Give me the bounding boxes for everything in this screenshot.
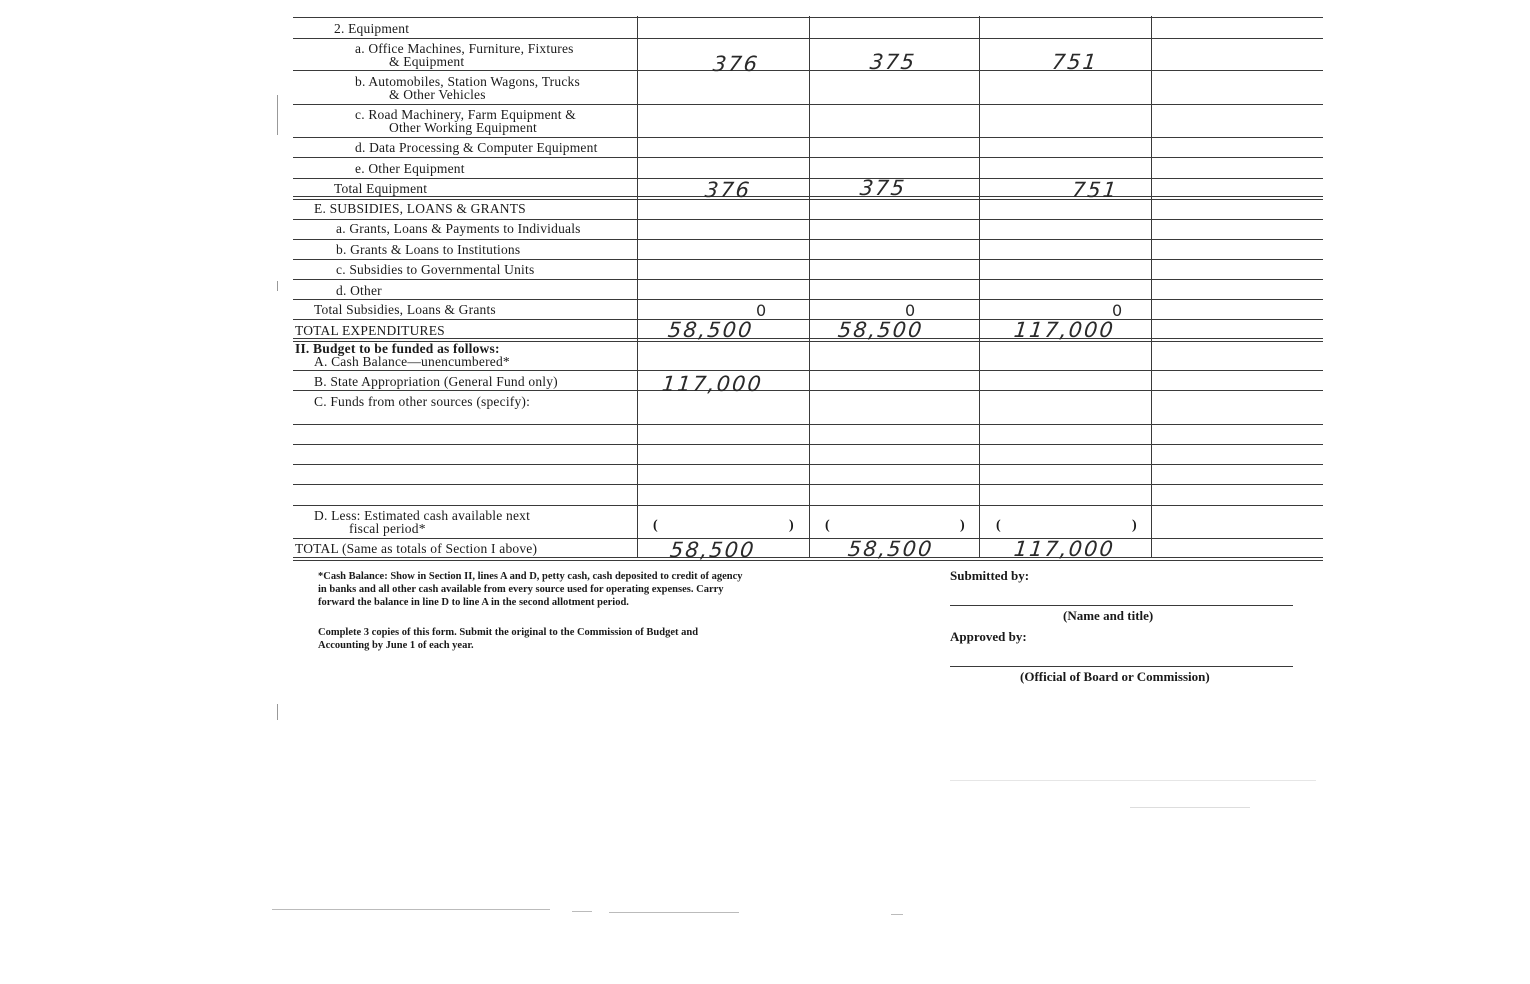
paren-open-col3: ( [996,518,1001,533]
value-total-equipment-col3: 751 [1070,178,1120,202]
row-rule [293,444,1323,445]
row-rule [293,484,1323,485]
column-rule [637,16,638,558]
submitted-by-label: Submitted by: [950,568,1030,583]
paren-close-col3: ) [1132,518,1137,533]
column-rule [1151,16,1152,558]
row-label-road-machinery-cont: Other Working Equipment [389,120,537,135]
row-label-other-equipment: e. Other Equipment [355,161,465,176]
row-rule [293,319,1323,320]
value-total-expenditures-col2: 58,500 [836,318,925,342]
column-rule [979,16,980,558]
row-rule [293,104,1323,105]
value-total-col3: 117,000 [1012,537,1117,561]
approved-by-label: Approved by: [950,629,1027,644]
row-label-data-processing: d. Data Processing & Computer Equipment [355,140,598,155]
paren-close-col2: ) [960,518,965,533]
value-total-subsidies-col1: 0 [756,301,767,320]
scan-speck [272,909,550,910]
row-label-state-appropriation: B. State Appropriation (General Fund only) [314,374,558,389]
row-rule [293,279,1323,280]
row-rule [293,259,1323,260]
row-rule [293,424,1323,425]
paren-close-col1: ) [789,518,794,533]
row-label-grants-institutions: b. Grants & Loans to Institutions [336,242,521,257]
row-rule [293,538,1323,539]
row-label-other: d. Other [336,283,382,298]
row-rule [293,557,1323,558]
row-rule [293,157,1323,158]
value-total-expenditures-col1: 58,500 [666,318,755,342]
row-rule [293,560,1323,561]
row-label-office-machines-cont: & Equipment [389,54,465,69]
scan-speck [609,912,739,913]
row-rule [293,370,1323,371]
value-total-subsidies-col3: 0 [1112,301,1123,320]
row-rule [293,464,1323,465]
row-rule [293,505,1323,506]
value-total-col2: 58,500 [846,537,935,561]
footnote-cash-balance: *Cash Balance: Show in Section II, lines A and D, petty cash, cash deposited to credit of agency in banks and all other cash available from every source used for operating expenses. Carry forward the balance in line D to line A in the second allotment period. [318,571,743,608]
scan-speck [572,911,592,912]
row-label-equipment: 2. Equipment [334,21,410,36]
row-rule [293,178,1323,179]
scan-edge-mark [277,95,278,135]
row-label-road-machinery: c. Road Machinery, Farm Equipment & [355,107,576,122]
row-label-automobiles: b. Automobiles, Station Wagons, Trucks [355,74,580,89]
row-label-automobiles-cont: & Other Vehicles [389,87,486,102]
row-label-less-estimated: D. Less: Estimated cash available next [314,508,531,523]
value-office-col2: 375 [868,50,918,74]
row-label-total-subsidies: Total Subsidies, Loans & Grants [314,302,496,317]
scan-speck [950,780,1316,781]
row-rule [293,70,1323,71]
row-rule [293,38,1323,39]
paren-open-col2: ( [825,518,830,533]
row-label-less-estimated-cont: fiscal period* [349,521,426,536]
row-rule [293,17,1323,18]
row-rule [293,196,1323,197]
paren-open-col1: ( [653,518,658,533]
value-total-col1: 58,500 [668,538,757,562]
row-label-office-machines: a. Office Machines, Furniture, Fixtures [355,41,574,56]
row-label-subsidies-gov: c. Subsidies to Governmental Units [336,262,535,277]
row-label-total-equipment: Total Equipment [334,181,428,196]
row-label-grants-individuals: a. Grants, Loans & Payments to Individuals [336,221,581,236]
row-rule [293,137,1323,138]
official-caption: (Official of Board or Commission) [1020,669,1210,684]
column-rule [809,16,810,558]
row-rule [293,239,1323,240]
footnote-copies: Complete 3 copies of this form. Submit the original to the Commission of Budget and Accounting by June 1 of each year. [318,627,699,651]
row-rule [293,299,1323,300]
scan-edge-mark [277,281,278,291]
value-state-appropriation-col1: 117,000 [660,372,765,396]
row-rule [293,219,1323,220]
value-total-equipment-col2: 375 [858,176,908,200]
value-office-col3: 751 [1050,50,1100,74]
value-total-expenditures-col3: 117,000 [1012,318,1117,342]
row-rule [293,199,1323,200]
scan-edge-mark [277,704,278,720]
name-title-caption: (Name and title) [1063,608,1154,623]
submitted-by-line [950,605,1293,606]
row-label-funds-other: C. Funds from other sources (specify): [314,394,531,409]
row-label-total-expenditures: TOTAL EXPENDITURES [295,323,445,338]
row-label-budget-funded: II. Budget to be funded as follows: [295,341,500,356]
value-office-col1: 376 [711,52,761,76]
row-rule [293,390,1323,391]
scan-speck [1130,807,1250,808]
scan-speck [891,914,903,915]
value-total-subsidies-col2: 0 [905,301,916,320]
row-rule [293,338,1323,339]
approved-by-line [950,666,1293,667]
row-label-subsidies-header: E. SUBSIDIES, LOANS & GRANTS [314,201,526,216]
row-label-total-same: TOTAL (Same as totals of Section I above) [295,541,538,556]
value-total-equipment-col1: 376 [703,178,753,202]
row-label-cash-balance: A. Cash Balance—unencumbered* [314,354,510,369]
